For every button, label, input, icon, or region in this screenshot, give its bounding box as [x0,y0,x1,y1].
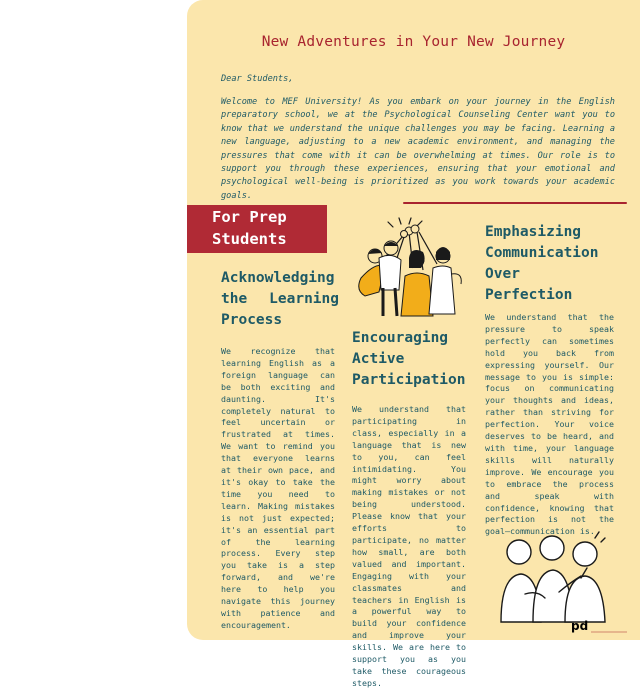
flyer-page [187,0,640,688]
intro-paragraph: Welcome to MEF University! As you embark on your journey in the English preparatory school, we at the Psychological Counseling Center want you to know that we understand the unique challenges you may be facing. Learning a new language, adjusting to a new academic environment, and managing the pressures that come with it can be overwhelming at times. Our role is to support you through these experiences, ensuring that your emotional and psychological well-being is prioritized as you work towards your academic goals. [221,97,615,201]
pd-logo [565,612,635,636]
section-body-encouraging: We understand that participating in class, especially in a language that is new to you, can feel intimidating. You might worry about making mistakes or not being understood. Please know that your efforts to participate, no matter how small, are both valued and important. Engaging with your classmates and teachers in English is a powerful way to build your confidence and improve your skills. We are here to support you as you take these courageous steps. [352,404,466,688]
section-heading-emphasizing: Emphasizing Communication Over Perfection [485,224,599,303]
divider-line [403,202,627,204]
three-people-talking-illustration [497,530,607,622]
section-body-acknowledging: We recognize that learning English as a foreign language can be both exciting and daunting. It's completely natural to feel uncertain or frustrated at times. We want to remind you that everyone learns at their own pace, and it's okay to take the time you need to learn. Making mistakes is not just expected; it's an essential part of the learning process. Every step you take is a step forward, and we're here to help you navigate this journey with patience and encouragement. [221,346,335,630]
banner-label: For Prep Students [212,208,287,248]
section-heading-acknowledging: Acknowledging the Learning Process [221,270,339,328]
greeting: Dear Students, [221,74,294,84]
page-title: New Adventures in Your New Journey [261,34,566,50]
section-heading-encouraging: Encouraging Active Participation [352,330,466,388]
team-high-five-illustration [347,218,467,320]
section-body-emphasizing: We understand that the pressure to speak perfectly can sometimes hold you back from expressing yourself. Our message to you is simple: focus on communicating your thoughts and ideas, rather than striving for perfection. Your voice deserves to be heard, and with time, your language skills will naturally improve. We encourage you to embrace the process and speak with confidence, knowing that perfection is not the goal—communication is. [485,312,614,537]
logo-mark: pd [571,619,589,633]
